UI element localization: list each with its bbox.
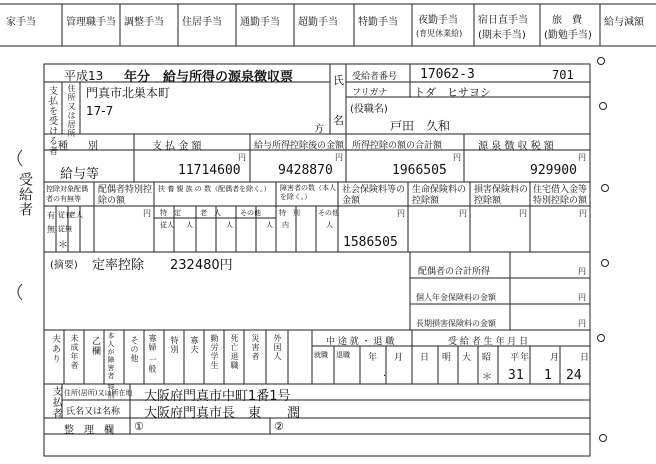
birth-day: 24	[566, 368, 582, 383]
status-minor: 未成年者	[70, 334, 79, 370]
footer-circle-2: ②	[274, 420, 284, 433]
form-title: 年分 給与所得の源泉徴収票	[124, 70, 294, 85]
housing-loan-label: 住宅借入金等特別控除の額	[533, 185, 588, 206]
yen-unit: 円	[238, 153, 246, 162]
count-unit: 従人	[160, 221, 174, 229]
yen-unit: 円	[335, 153, 343, 162]
birth-month: 1	[544, 368, 552, 383]
birth-col-year: 年	[520, 353, 530, 363]
mid-col-retire: 退職	[336, 351, 350, 359]
social-insurance-amount: 1586505	[343, 235, 398, 250]
mid-col-month: 月	[394, 353, 404, 363]
remarks-text: 定率控除 232480円	[92, 258, 233, 273]
footer-circle-1: ①	[134, 420, 144, 433]
punch-hole	[599, 434, 607, 442]
remarks-label: (摘要)	[50, 260, 78, 271]
punch-hole	[601, 259, 609, 267]
life-insurance-label: 生命保険料の控除額	[412, 185, 467, 206]
shi-label: 氏	[333, 74, 344, 87]
disabled-col-other: その他	[318, 209, 339, 217]
mark-dependent-yes: 従有	[58, 211, 72, 219]
birth-col-month: 月	[550, 353, 560, 363]
birth-year: 31	[508, 368, 524, 383]
allowance-adjustment: 調整手当	[124, 17, 164, 28]
allowance-travel: 旅 費	[552, 15, 582, 26]
yen-unit: 円	[519, 209, 527, 218]
status-other: その他	[130, 336, 139, 363]
spouse-income-label: 配偶者の合計所得	[418, 267, 491, 277]
allowance-night-sub: (育児休業給)	[416, 29, 463, 38]
recipient-no-label: 受給者番号	[352, 72, 398, 82]
count-unit: 人	[326, 221, 333, 229]
birth-era-meiji: 明	[442, 353, 452, 363]
furigana-label: フリガナ	[352, 88, 388, 98]
yen-unit: 円	[143, 209, 151, 218]
yen-unit: 円	[578, 267, 586, 276]
yen-unit: 円	[397, 209, 405, 218]
kata-label: 方	[314, 124, 324, 135]
status-widow-general: 寡婦 一般	[148, 334, 157, 374]
income-type: 給与等	[60, 167, 100, 182]
showa-mark: ＊	[482, 372, 492, 383]
payee-name: 戸田 久和	[390, 119, 451, 133]
position-label: (役職名)	[350, 104, 388, 115]
form-era-year: 平成13	[64, 69, 104, 83]
furigana-value: トダ ヒサヨシ	[414, 86, 491, 99]
header-type: 種 別	[58, 141, 98, 152]
punch-hole	[599, 102, 607, 110]
allowance-reduction: 給与減額	[604, 17, 644, 28]
allowance-duty-sub: (期末手当)	[478, 30, 526, 41]
spouse-label: 控除対象配偶者の有無等	[46, 185, 88, 203]
punch-hole	[597, 57, 605, 65]
payer-address: 大阪府門真市中町1番1号	[144, 389, 291, 404]
birth-header: 受 給 者 生 年 月 日	[448, 337, 529, 347]
allowance-housing: 住居手当	[182, 17, 222, 28]
after-deduction-amount: 9428870	[278, 163, 333, 178]
count-unit: 人	[186, 221, 193, 229]
payee-address-line2: 17-7	[86, 104, 114, 118]
personal-pension-label: 個人年金保険料の金額	[416, 293, 496, 302]
allowance-commute: 通勤手当	[240, 17, 280, 28]
mid-col-hire: 就職	[314, 351, 328, 359]
payment-amount: 11714600	[178, 163, 241, 178]
payer-name-label: 氏名又は名称	[66, 407, 121, 417]
payer-name: 大阪府門真市長 東 潤	[144, 406, 301, 421]
punch-hole	[597, 334, 605, 342]
allowance-night: 夜勤手当	[418, 15, 458, 26]
payee-address-line1: 門真市北巣本町	[86, 86, 171, 100]
payer-address-label: 住所(居所)又は所在地	[64, 389, 133, 397]
withholding-tax-amount: 929900	[530, 163, 577, 178]
long-term-damage-label: 長期損害保険料の金額	[416, 319, 496, 328]
status-widower: 寡夫	[190, 336, 199, 354]
status-disaster: 災害者	[251, 334, 260, 361]
status-death-retire: 死亡退職	[230, 334, 239, 370]
payee-label: 支払を受ける者	[47, 86, 57, 156]
status-otsu: 乙欄	[90, 336, 100, 356]
payer-side-label: 支払者	[50, 386, 61, 419]
spouse-none-mark: ＊	[58, 240, 68, 251]
recipient-no: 17062-3	[420, 67, 475, 82]
mid-year-header: 中 途 就 ・ 退 職	[326, 337, 395, 347]
yen-unit: 円	[459, 209, 467, 218]
yen-unit: 円	[579, 209, 587, 218]
birth-era-taisho: 大	[462, 353, 472, 363]
header-after-deduction: 給与所得控除後の金額	[254, 141, 345, 151]
deduction-total-amount: 1966505	[392, 163, 447, 178]
address-label: 住所又は居所	[67, 84, 76, 138]
allowance-duty: 宿日直手当	[478, 15, 528, 26]
mark-elderly: 老人	[69, 211, 83, 219]
social-insurance-label: 社会保険料等の金額	[342, 185, 406, 206]
mei-label: 名	[333, 114, 344, 127]
header-deduction-total: 所得控除の額の合計額	[352, 141, 443, 151]
mark-yes: 有	[47, 211, 55, 220]
count-unit: 人	[266, 221, 273, 229]
status-special: 特別	[170, 336, 179, 354]
yen-unit: 円	[578, 319, 586, 328]
status-working-student: 勤労学生	[210, 334, 219, 370]
yen-unit: 円	[578, 153, 586, 162]
disabled-col-special: 特 別	[279, 209, 300, 217]
header-payment: 支 払 金 額	[152, 141, 202, 152]
status-foreigner: 外国人	[273, 334, 282, 361]
yen-unit: 円	[578, 293, 586, 302]
allowance-family: 家手当	[6, 17, 36, 28]
spouse-special-label: 配偶者特別控除の額	[98, 185, 153, 206]
status-husband: 夫あり	[50, 334, 60, 364]
allowance-special-duty: 特勤手当	[358, 17, 398, 28]
allowance-management: 管理職手当	[66, 17, 116, 28]
dependent-col-elderly: 老 人	[200, 209, 221, 217]
birth-era-showa: 昭	[482, 353, 492, 363]
side-label-recipient: 受給者	[17, 172, 33, 217]
allowance-travel-sub: (勤勉手当)	[544, 30, 592, 41]
mark-none: 無	[47, 225, 55, 234]
count-inner: 内	[282, 221, 289, 229]
disabled-label: 障害者の数（本人を除く。）	[280, 184, 336, 201]
recipient-no-suffix: 701	[552, 68, 574, 82]
property-insurance-label: 損害保険料の控除額	[474, 185, 529, 206]
dependents-label: 扶 養 親 族 の 数（配偶者を除く。）	[158, 185, 271, 193]
mid-dot: .	[383, 368, 387, 379]
birth-era-heisei: 平	[510, 353, 520, 363]
mark-dependent-none: 従無	[58, 225, 72, 233]
allowance-overtime: 超勤手当	[298, 17, 338, 28]
punch-hole	[601, 184, 609, 192]
status-self-disabled: 本人が障害者 特別	[107, 332, 115, 400]
count-unit: 人	[226, 221, 233, 229]
yen-unit: 円	[453, 153, 461, 162]
footer-label: 整 理 欄	[64, 425, 114, 436]
birth-col-day: 日	[580, 353, 590, 363]
dependent-col-specific: 特 定	[160, 209, 181, 217]
header-withholding: 源 泉 徴 収 税 額	[478, 141, 554, 152]
mid-col-year: 年	[368, 353, 378, 363]
dependent-col-other: その他	[240, 209, 261, 217]
mid-col-day: 日	[420, 353, 430, 363]
